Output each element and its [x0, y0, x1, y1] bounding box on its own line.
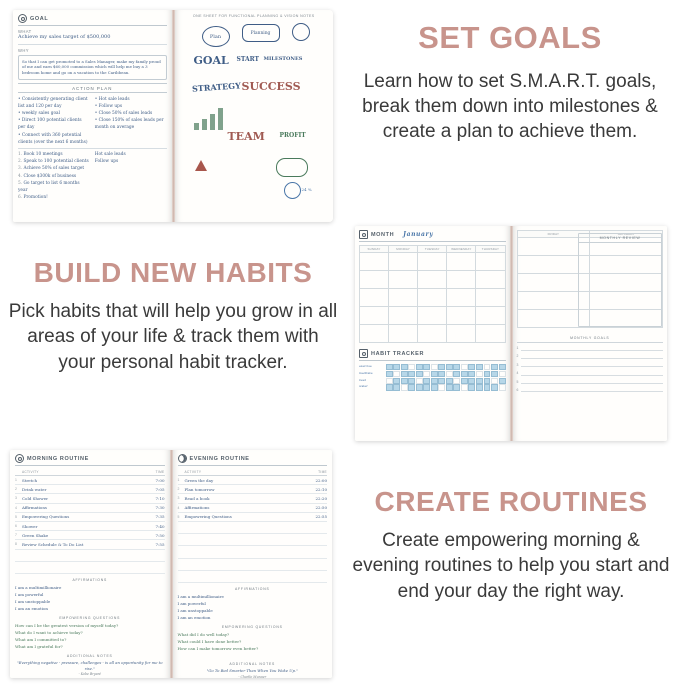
list-item: • Connect with 360 potential clients (over the next 6 months) [18, 132, 88, 145]
moon-icon [178, 454, 187, 463]
question-item: What am I grateful for? [15, 643, 63, 649]
habit-cell[interactable] [484, 371, 491, 377]
habit-row-label: meditate [359, 370, 373, 375]
habit-cell[interactable] [386, 364, 393, 370]
set-goals-headline: SET GOALS [418, 20, 602, 55]
doodle-word-strategy: STRATEGY [191, 80, 241, 94]
calendar-grid-weekdays [359, 245, 506, 343]
calendar-day-cell[interactable] [360, 253, 389, 271]
calendar-header-cell: MONDAY [389, 246, 418, 253]
list-item[interactable]: 4 [516, 371, 519, 376]
doodle-word-goal: GOAL [193, 54, 229, 67]
list-item: • Hot sale leads [94, 97, 130, 103]
calendar-day-cell[interactable] [389, 253, 418, 271]
evening-routine-page [173, 450, 333, 678]
evening-affirmations-title: AFFIRMATIONS [234, 586, 270, 591]
habit-cell[interactable] [484, 364, 491, 370]
calendar-day-cell[interactable] [360, 289, 389, 307]
habit-cell[interactable] [431, 384, 438, 390]
table-row[interactable]: 4 Affirmations 22:50 [178, 503, 328, 512]
evening-questions-title: EMPOWERING QUESTIONS [221, 624, 283, 629]
month-header-label: MONTH [371, 231, 395, 238]
table-row[interactable] [178, 570, 328, 582]
calendar-header-cell: WEDNESDAY [447, 246, 476, 253]
habit-cell[interactable] [453, 364, 460, 370]
goal-why-box [18, 55, 167, 81]
table-row[interactable]: 5 Empowering Questions 22:55 [178, 512, 328, 521]
habit-cell[interactable] [468, 384, 475, 390]
habit-cell[interactable] [461, 384, 468, 390]
list-item[interactable]: 5 [516, 379, 519, 384]
evening-routine-label: EVENING ROUTINE [189, 455, 250, 462]
habit-cell[interactable] [446, 364, 453, 370]
habit-cell[interactable] [491, 378, 498, 384]
habit-cell[interactable] [408, 378, 415, 384]
habit-cell[interactable] [416, 371, 423, 377]
table-row[interactable]: 2 Plan tomorrow 22:10 [178, 485, 328, 494]
list-item: 3. Achieve 50% of sales target [18, 166, 85, 172]
build-habits-body: Pick habits that will help you grow in all areas of your life & track them with your personal habit tracker. [8, 301, 338, 373]
calendar-day-cell[interactable] [476, 271, 505, 289]
list-item: Hot sale leads [94, 152, 126, 158]
doodle-word-start: START [236, 56, 259, 63]
question-item: How can I make tomorrow even better? [177, 645, 259, 651]
list-item: 1. Book 10 meetings [18, 152, 63, 158]
monthly-planner-spread [355, 226, 667, 441]
habit-cell[interactable] [416, 384, 423, 390]
habit-cell[interactable] [393, 378, 400, 384]
table-row[interactable]: 7 Green Shake 7:50 [15, 531, 165, 540]
calendar-day-cell[interactable] [360, 271, 389, 289]
goal-why-label: WHY [18, 47, 29, 53]
list-item: 4. Close $300k of business [18, 173, 77, 179]
table-row[interactable]: 3 Read a book 22:20 [178, 494, 328, 503]
habit-cell[interactable] [386, 378, 393, 384]
habit-row-label: water [359, 384, 368, 389]
question-item: How can I be the greatest version of myself today? [15, 622, 119, 628]
list-item: • weekly sales goal [18, 111, 60, 117]
calendar-icon [359, 230, 368, 239]
habit-cell[interactable] [446, 371, 453, 377]
habit-cell[interactable] [393, 364, 400, 370]
milestone-col-right [95, 151, 167, 201]
table-row[interactable]: 2 Drink water 7:05 [15, 485, 165, 494]
calendar-day-cell[interactable] [447, 289, 476, 307]
morning-routine-label: MORNING ROUTINE [27, 455, 89, 462]
calendar-header-cell: SATURDAY [590, 231, 663, 238]
question-item: What am I committed to? [15, 636, 67, 642]
doodle-word-profit: PROFIT [279, 132, 306, 139]
habit-cell[interactable] [438, 364, 445, 370]
col-time: TIME [299, 469, 327, 476]
habit-cell[interactable] [401, 371, 408, 377]
pie-chart-icon [284, 182, 301, 199]
question-item: What could I have done better? [177, 638, 242, 644]
habit-cell[interactable] [446, 384, 453, 390]
calendar-day-cell[interactable] [418, 289, 447, 307]
calendar-header-cell: FRIDAY [518, 231, 591, 238]
habit-cell[interactable] [438, 371, 445, 377]
month-page-left [355, 226, 510, 441]
calendar-day-cell[interactable] [476, 253, 505, 271]
morning-note-quote: "Everything negative - pressure, challenges - is all an opportunity for me to rise." - Kobe Bryant [15, 660, 165, 677]
list-item[interactable]: 3 [516, 362, 519, 367]
morning-questions-title: EMPOWERING QUESTIONS [59, 615, 121, 620]
habit-cell[interactable] [408, 364, 415, 370]
action-plan-title: ACTION PLAN [18, 83, 167, 93]
evening-note-quote: "Go To Bed Smarter Than When You Woke Up." - Charlie Munger [178, 668, 328, 678]
calendar-day-cell[interactable] [360, 307, 389, 325]
morning-routine-header [15, 454, 165, 466]
table-row[interactable]: 6 Shower 7:40 [15, 521, 165, 530]
habit-tracker-header [359, 349, 506, 361]
monthly-review-box[interactable] [578, 233, 662, 327]
habit-cell[interactable] [431, 378, 438, 384]
goal-page-right-doodles [175, 10, 334, 222]
goal-why-block [18, 48, 167, 81]
affirmation-item: I am an emotion [15, 605, 48, 611]
habit-cell[interactable] [461, 371, 468, 377]
habit-cell[interactable] [386, 371, 393, 377]
calendar-day-cell[interactable] [447, 325, 476, 343]
evening-notes-title: ADDITIONAL NOTES [229, 661, 276, 666]
calendar-day-cell[interactable] [418, 271, 447, 289]
doodle-word-milestones: MILESTONES [263, 56, 303, 62]
goal-what-value: Achieve my sales target of $500,000 [18, 34, 111, 40]
doodle-percent-label: 24 % [301, 187, 312, 192]
month-name: January [403, 231, 434, 238]
goal-what-block [18, 29, 167, 45]
calendar-day-cell[interactable] [476, 325, 505, 343]
habit-cell[interactable] [438, 384, 445, 390]
section-build-habits [8, 258, 338, 375]
morning-note-author: - Kobe Bryant [78, 672, 101, 677]
habit-cell[interactable] [401, 364, 408, 370]
monthly-goals-title: MONTHLY GOALS [517, 336, 664, 343]
habit-cell[interactable] [438, 378, 445, 384]
section-set-goals [352, 22, 668, 144]
table-row[interactable] [15, 561, 165, 573]
morning-affirmations-title: AFFIRMATIONS [72, 577, 108, 582]
doodle-caption: ONE SHEET FOR FUNCTIONAL PLANNING & VISION NOTES [192, 14, 315, 18]
goal-page-header [18, 14, 167, 26]
habit-row-label: exercise [359, 364, 372, 368]
habit-cell[interactable] [423, 371, 430, 377]
calendar-header-cell: SUNDAY [360, 246, 389, 253]
table-row[interactable]: 5 Empowering Questions 7:35 [15, 512, 165, 521]
create-routines-body: Create empowering morning & evening routines to help you start and end your day the right way. [352, 530, 670, 602]
create-routines-headline: CREATE ROUTINES [374, 486, 648, 517]
habit-cell[interactable] [484, 378, 491, 384]
question-item: What did I do well today? [177, 631, 230, 637]
table-row[interactable] [15, 549, 165, 561]
list-item: 2. Speak to 100 potential clients [18, 159, 89, 165]
goal-page-left [13, 10, 172, 222]
habit-cell[interactable] [476, 384, 483, 390]
habit-cell[interactable] [453, 371, 460, 377]
calendar-day-cell[interactable] [360, 325, 389, 343]
habit-cell[interactable] [499, 384, 506, 390]
goal-header-label: GOAL [30, 15, 49, 22]
habit-cell[interactable] [499, 364, 506, 370]
table-row[interactable] [178, 534, 328, 546]
section-create-routines [350, 487, 672, 604]
table-row[interactable] [178, 521, 328, 533]
habit-cell[interactable] [408, 384, 415, 390]
habit-cell[interactable] [416, 378, 423, 384]
habit-cell[interactable] [468, 371, 475, 377]
monthly-goals-panel [517, 336, 664, 392]
doodle-bar-chart [194, 106, 223, 130]
action-plan-col-left [18, 96, 90, 146]
build-habits-headline: BUILD NEW HABITS [33, 257, 313, 288]
routine-planner-spread [10, 450, 332, 678]
habit-cell[interactable] [401, 378, 408, 384]
habit-cell[interactable] [423, 384, 430, 390]
monthly-review-title: MONTHLY REVIEW [579, 234, 661, 243]
set-goals-body: Learn how to set S.M.A.R.T. goals, break them down into milestones & create a plan to achieve them. [362, 70, 658, 142]
table-row[interactable] [178, 546, 328, 558]
habit-cell[interactable] [484, 384, 491, 390]
habit-cell[interactable] [401, 384, 408, 390]
calendar-day-cell[interactable] [447, 253, 476, 271]
divider [18, 148, 167, 149]
check-square-icon [359, 349, 368, 358]
habit-cell[interactable] [499, 371, 506, 377]
habit-cell[interactable] [386, 384, 393, 390]
doodle-bubble-plan: Plan [202, 26, 230, 47]
list-item: • Direct 100 potential clients per day [18, 118, 82, 131]
affirmation-item: I am an emotion [177, 614, 211, 620]
month-page-header [359, 230, 506, 242]
table-row[interactable]: 1 Green the day 22:00 [178, 476, 328, 485]
calendar-day-cell[interactable] [418, 307, 447, 325]
goal-why-value: So that I can get promoted to a Sales Manager, make my family proud of me and earn $60,000 commission which will help me buy a 3 bedroom home and go on a vacation to the Caribbean. [22, 58, 161, 76]
evening-routine-header [178, 454, 328, 466]
table-row[interactable] [178, 558, 328, 570]
table-row[interactable]: 1 Stretch 7:00 [15, 476, 165, 485]
monthly-goals-lines [517, 346, 664, 392]
action-plan-col-right [95, 96, 167, 146]
target-icon [18, 14, 27, 23]
doodle-word-success: SUCCESS [241, 80, 301, 93]
sun-icon [15, 454, 24, 463]
calendar-header-cell: THURSDAY [476, 246, 505, 253]
list-item[interactable]: 1 [516, 346, 519, 350]
habit-cell[interactable] [423, 364, 430, 370]
calendar-day-cell[interactable] [389, 307, 418, 325]
habit-cell[interactable] [393, 371, 400, 377]
habit-cell[interactable] [461, 364, 468, 370]
affirmation-item: I am unstoppable [15, 598, 51, 604]
habit-cell[interactable] [416, 364, 423, 370]
calendar-day-cell[interactable] [389, 325, 418, 343]
table-row[interactable]: 4 Affirmations 7:30 [15, 503, 165, 512]
habit-cell[interactable] [453, 384, 460, 390]
col-activity: ACTIVITY [22, 469, 146, 476]
habit-cell[interactable] [468, 364, 475, 370]
col-time: TIME [146, 469, 164, 476]
calendar-day-cell[interactable] [447, 307, 476, 325]
list-item: 6. Promotion! [18, 194, 48, 200]
habit-row-label: read [359, 377, 366, 382]
morning-routine-page [10, 450, 170, 678]
calendar-day-cell[interactable] [447, 271, 476, 289]
milestone-col-left [18, 151, 90, 201]
col-activity: ACTIVITY [185, 469, 300, 476]
habit-tracker-grid [359, 364, 506, 391]
calendar-day-cell[interactable] [418, 325, 447, 343]
habit-cell[interactable] [476, 364, 483, 370]
calendar-day-cell[interactable] [476, 289, 505, 307]
list-item: Follow ups [94, 159, 119, 165]
clock-icon [292, 23, 310, 41]
habit-cell[interactable] [499, 378, 506, 384]
habit-cell[interactable] [408, 371, 415, 377]
affirmation-item: I am powerful [15, 591, 44, 597]
list-item: • Follow ups [94, 104, 123, 110]
evening-activity-table [178, 469, 328, 583]
evening-note-author: - Charlie Munger [238, 674, 267, 678]
habit-cell[interactable] [491, 384, 498, 390]
speech-bubble-icon [276, 158, 308, 177]
goal-planner-spread [13, 10, 333, 222]
goal-what-label: WHAT [18, 29, 32, 34]
habit-cell[interactable] [468, 378, 475, 384]
habit-cell[interactable] [431, 371, 438, 377]
list-item[interactable]: 6 [516, 387, 519, 392]
morning-activity-table [15, 469, 165, 574]
table-row[interactable]: 8 Review Schedule & To Do List 7:55 [15, 540, 165, 549]
habit-cell[interactable] [476, 378, 483, 384]
affirmation-item: I am unstoppable [177, 607, 213, 613]
doodle-canvas [180, 20, 329, 205]
habit-cell[interactable] [491, 371, 498, 377]
question-item: What do I want to achieve today? [15, 629, 83, 635]
habit-cell[interactable] [476, 371, 483, 377]
calendar-day-cell[interactable] [389, 271, 418, 289]
habit-cell[interactable] [393, 384, 400, 390]
habit-tracker-label: HABIT TRACKER [371, 350, 425, 357]
affirmation-item: I am powerful [177, 600, 206, 606]
morning-notes-title: ADDITIONAL NOTES [66, 653, 113, 658]
habit-cell[interactable] [446, 378, 453, 384]
monthly-review-panel [578, 231, 662, 327]
habit-cell[interactable] [423, 378, 430, 384]
doodle-bubble-planning: Planning [242, 24, 280, 42]
rocket-icon [195, 160, 207, 171]
list-item: 5. Go target to list 6 months year [18, 180, 80, 193]
divider [18, 44, 167, 45]
table-row[interactable]: 3 Cold Shower 7:10 [15, 494, 165, 503]
milestone-columns [18, 151, 167, 201]
affirmation-item: I am a multimillionaire [15, 584, 62, 590]
action-plan-columns [18, 96, 167, 146]
doodle-word-team: TEAM [227, 130, 265, 143]
calendar-day-cell[interactable] [389, 289, 418, 307]
habit-cell[interactable] [461, 378, 468, 384]
calendar-day-cell[interactable] [418, 253, 447, 271]
month-page-right [513, 226, 668, 441]
habit-cell[interactable] [453, 378, 460, 384]
calendar-header-cell: TUESDAY [418, 246, 447, 253]
list-item: • Close 150% of sales leads per month on average [94, 118, 164, 131]
list-item: • Consistently generating client list and 120 per day [18, 97, 88, 110]
list-item[interactable]: 2 [516, 354, 519, 359]
habit-cell[interactable] [431, 364, 438, 370]
habit-cell[interactable] [491, 364, 498, 370]
list-item: • Close 50% of sales leads [94, 111, 153, 117]
calendar-day-cell[interactable] [476, 307, 505, 325]
affirmation-item: I am a multimillionaire [177, 593, 224, 599]
